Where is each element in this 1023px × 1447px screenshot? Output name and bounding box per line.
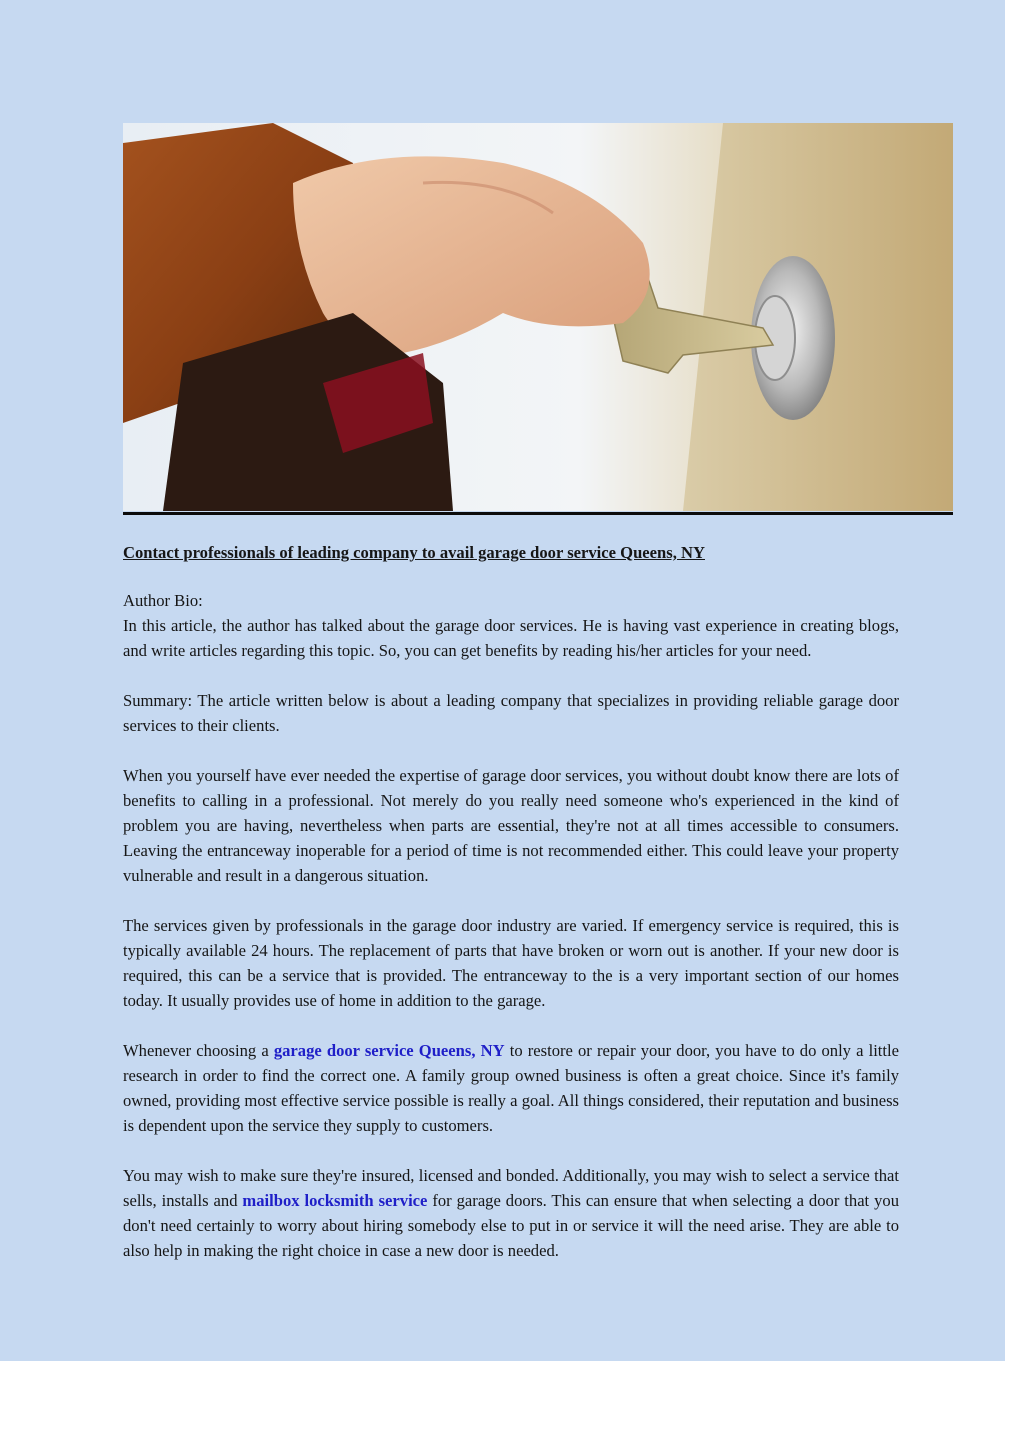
body-paragraph-3 [123,1038,899,1138]
author-bio-label: Author Bio: [123,591,203,610]
paragraph-text: for garage doors. This can ensure that when selecting a door that you don't need certainly to worry about hiring somebody else to put in or service it will the need arise. They are able to also help in making the right choice in case a new door is needed. [123,1191,899,1260]
author-bio-text: In this article, the author has talked about the garage door services. He is having vast experience in creating blogs, and write articles regarding this topic. So, you can get benefits by reading his/her articles for your need. [123,616,899,660]
garage-door-service-link[interactable]: garage door service Queens, NY [273,1041,505,1060]
body-paragraph-1: When you yourself have ever needed the expertise of garage door services, you without doubt know there are lots of benefits to calling in a professional. Not merely do you really need someone who's experienced in the kind of problem you are having, nevertheless when parts are essential, they're not at all times accessible to consumers. Leaving the entranceway inoperable for a period of time is not recommended either. This could leave your property vulnerable and result in a dangerous situation. [123,766,899,885]
image-divider-line [123,512,953,515]
summary-paragraph: Summary: The article written below is about a leading company that specializes in providing reliable garage door services to their clients. [123,691,899,735]
body-paragraph-2: The services given by professionals in the garage door industry are varied. If emergency service is required, this is typically available 24 hours. The replacement of parts that have broken or worn out is another. If your new door is required, this can be a service that is provided. The entranceway to the is a very important section of our homes today. It usually provides use of home in addition to the garage. [123,916,899,1010]
page-margin [1005,0,1023,1361]
paragraph-text: Whenever choosing a [123,1041,274,1060]
paragraph-text: to restore or repair your door, you have to do only a little research in order to find the correct one. A family group owned business is often a great choice. Since it's family owned, providing most effective service possible is really a goal. All things considered, their reputation and business is dependent upon the service they supply to customers. [123,1041,899,1135]
article-title: Contact professionals of leading company to avail garage door service Queens, NY [123,543,705,562]
article-body [123,540,899,1288]
hero-photo-key-in-lock [123,123,953,511]
body-paragraph-4 [123,1163,899,1263]
mailbox-locksmith-link[interactable]: mailbox locksmith service [242,1191,428,1210]
paragraph-text: You may wish to make sure they're insured, licensed and bonded. Additionally, you may wish to select a service that sells, installs and [123,1166,899,1210]
